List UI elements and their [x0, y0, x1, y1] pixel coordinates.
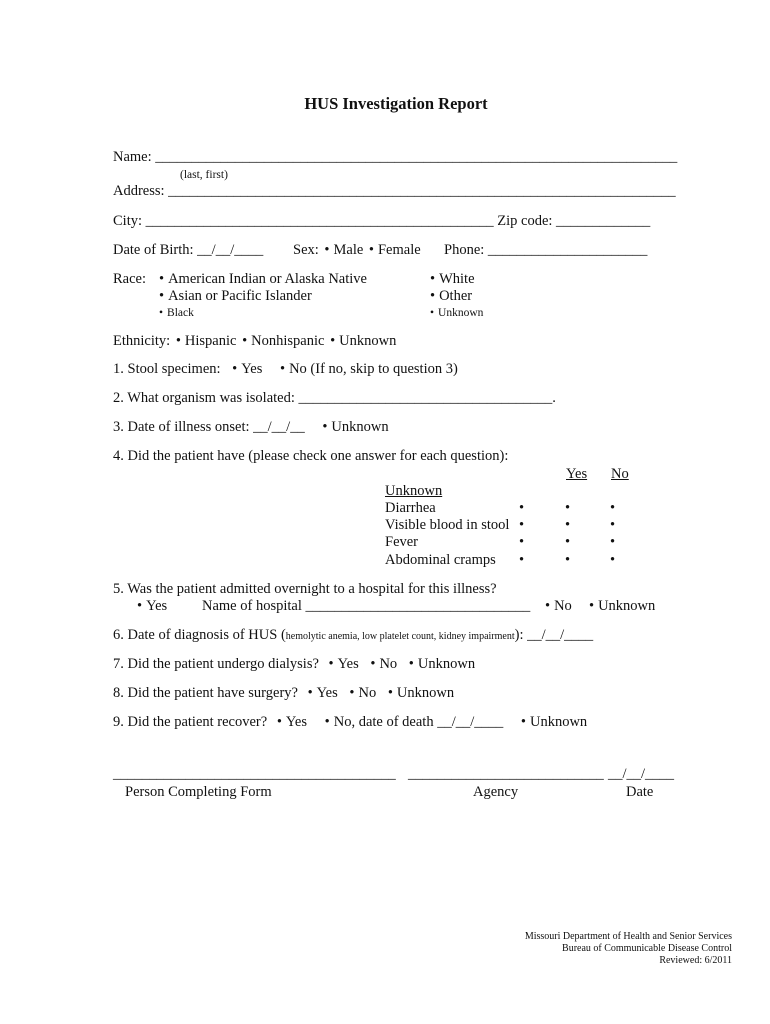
q9-unknown[interactable]: Unknown: [529, 714, 588, 730]
ethnicity-nonhispanic[interactable]: Nonhispanic: [251, 333, 325, 349]
q8-yes[interactable]: Yes: [316, 685, 338, 701]
radio-bullet[interactable]: •: [349, 685, 355, 701]
ethnicity-group: [113, 333, 396, 350]
question-5: 5. Was the patient admitted overnight to a hospital for this illness?: [113, 581, 497, 597]
radio-bullet[interactable]: •: [330, 333, 336, 349]
q5-no[interactable]: • No: [545, 598, 572, 614]
q4-item-label: Diarrhea: [385, 500, 436, 516]
q8-no[interactable]: No: [358, 685, 377, 701]
q4-radio[interactable]: •: [519, 552, 525, 568]
radio-bullet[interactable]: •: [368, 242, 374, 258]
q4-radio[interactable]: •: [519, 534, 525, 550]
radio-bullet[interactable]: •: [232, 361, 238, 377]
sex-group: [293, 242, 421, 259]
question-1: [113, 361, 458, 378]
q4-radio[interactable]: •: [610, 534, 616, 550]
question-8: [113, 685, 454, 702]
race-label: Race:: [113, 271, 147, 287]
radio-bullet[interactable]: •: [324, 242, 330, 258]
phone-field[interactable]: Phone: ______________________: [444, 242, 648, 258]
radio-bullet[interactable]: •: [242, 333, 248, 349]
signature-agency-line[interactable]: ___________________________: [408, 766, 604, 782]
q1-no[interactable]: No (If no, skip to question 3): [289, 361, 458, 377]
q1-text: 1. Stool specimen:: [113, 361, 221, 377]
address-field[interactable]: Address: ______________________________________________________________________: [113, 183, 676, 199]
question-4: 4. Did the patient have (please check one answer for each question):: [113, 448, 509, 464]
footer-bureau: Bureau of Communicable Disease Control: [562, 943, 732, 954]
q1-yes[interactable]: Yes: [241, 361, 263, 377]
q9-yes[interactable]: Yes: [285, 714, 308, 730]
q7-unknown[interactable]: Unknown: [417, 656, 476, 672]
q4-item-label: Abdominal cramps: [385, 552, 496, 568]
city-zip-field[interactable]: City: ________________________________________________ Zip code: _____________: [113, 213, 651, 229]
signature-agency-label: Agency: [473, 784, 519, 800]
q7-no[interactable]: No: [379, 656, 398, 672]
race-option[interactable]: • Black: [159, 307, 194, 319]
q4-radio[interactable]: •: [565, 552, 571, 568]
q3-unknown[interactable]: Unknown: [331, 419, 389, 435]
q8-text: 8. Did the patient have surgery?: [113, 685, 298, 701]
q6-date[interactable]: ): __/__/____: [514, 627, 594, 643]
q4-radio[interactable]: •: [610, 500, 616, 516]
race-option[interactable]: • American Indian or Alaska Native: [159, 271, 367, 287]
radio-bullet[interactable]: •: [328, 656, 334, 672]
q6-definition: hemolytic anemia, low platelet count, kidney impairment: [285, 631, 515, 642]
radio-bullet[interactable]: •: [322, 419, 328, 435]
footer-agency: Missouri Department of Health and Senior Services: [524, 931, 732, 942]
radio-bullet[interactable]: •: [175, 333, 181, 349]
question-3: [113, 419, 389, 436]
q3-text[interactable]: 3. Date of illness onset: __/__/__: [113, 419, 305, 435]
signature-date-line[interactable]: __/__/____: [608, 766, 675, 782]
ethnicity-label: Ethnicity:: [113, 333, 171, 349]
race-option[interactable]: • Other: [430, 288, 473, 304]
q9-no[interactable]: No, date of death __/__/____: [333, 714, 504, 730]
radio-bullet[interactable]: •: [307, 685, 313, 701]
radio-bullet[interactable]: •: [279, 361, 286, 377]
q4-radio[interactable]: •: [519, 500, 525, 516]
q4-header-no: No: [611, 466, 629, 482]
page-title: HUS Investigation Report: [304, 94, 488, 113]
q5-yes[interactable]: • Yes: [137, 598, 168, 614]
question-7: [113, 656, 475, 673]
q4-header-yes: Yes: [566, 466, 588, 482]
q4-item-label: Fever: [385, 534, 419, 550]
radio-bullet[interactable]: •: [387, 685, 393, 701]
q7-text: 7. Did the patient undergo dialysis?: [113, 656, 319, 672]
q5-unknown[interactable]: • Unknown: [589, 598, 656, 614]
race-option[interactable]: • Unknown: [430, 307, 484, 319]
radio-bullet[interactable]: •: [324, 714, 330, 730]
race-option[interactable]: • White: [430, 271, 475, 287]
footer-reviewed: Reviewed: 6/2011: [659, 955, 732, 966]
q4-radio[interactable]: •: [565, 517, 571, 533]
q4-radio[interactable]: •: [610, 517, 616, 533]
dob-field[interactable]: Date of Birth: __/__/____: [113, 242, 264, 258]
q4-radio[interactable]: •: [610, 552, 616, 568]
q4-radio[interactable]: •: [565, 500, 571, 516]
q9-text: 9. Did the patient recover?: [113, 714, 268, 730]
q6-text: 6. Date of diagnosis of HUS (: [113, 627, 286, 643]
question-2[interactable]: 2. What organism was isolated: ___________________________________.: [113, 390, 556, 406]
question-9: [113, 714, 587, 731]
q8-unknown[interactable]: Unknown: [396, 685, 455, 701]
name-field[interactable]: Name: ________________________________________________________________________: [113, 149, 678, 165]
sex-label: Sex:: [293, 242, 319, 258]
q4-item-label: Visible blood in stool: [385, 517, 510, 533]
q7-yes[interactable]: Yes: [337, 656, 359, 672]
sex-male[interactable]: Male: [333, 242, 364, 258]
radio-bullet[interactable]: •: [408, 656, 414, 672]
ethnicity-unknown[interactable]: Unknown: [339, 333, 397, 349]
radio-bullet[interactable]: •: [276, 714, 282, 730]
q4-header-unknown: Unknown: [385, 483, 443, 499]
radio-bullet[interactable]: •: [520, 714, 526, 730]
name-hint: (last, first): [180, 169, 228, 181]
q5-hospital-field[interactable]: Name of hospital _______________________________: [202, 598, 531, 614]
signature-person-line[interactable]: _______________________________________: [113, 766, 396, 782]
radio-bullet[interactable]: •: [370, 656, 376, 672]
q4-radio[interactable]: •: [565, 534, 571, 550]
race-option[interactable]: • Asian or Pacific Islander: [159, 288, 312, 304]
ethnicity-hispanic[interactable]: Hispanic: [184, 333, 237, 349]
signature-date-label: Date: [626, 784, 654, 800]
q4-radio[interactable]: •: [519, 517, 525, 533]
signature-person-label: Person Completing Form: [125, 784, 272, 800]
question-6[interactable]: [113, 627, 593, 644]
sex-female[interactable]: Female: [377, 242, 421, 258]
